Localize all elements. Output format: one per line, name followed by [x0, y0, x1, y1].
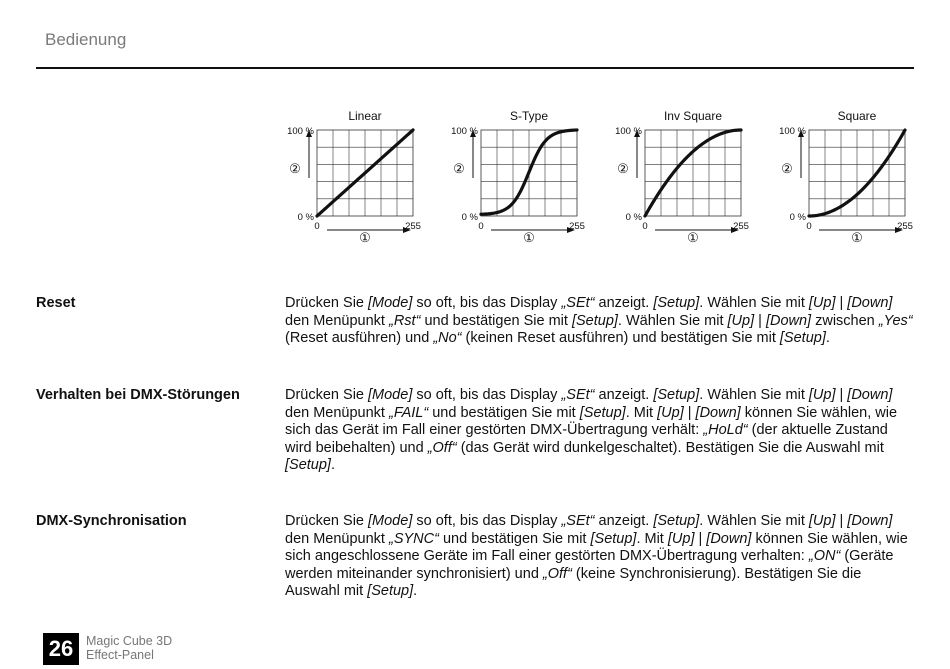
body-text: zwischen: [811, 312, 879, 329]
emphasis-text: „ON“: [808, 548, 841, 565]
body-text: können Sie wählen, wie sich angeschlossene Geräte im Fall einer gestörten DMX-Übertragung verhalten:: [285, 530, 908, 565]
emphasis-text: [Mode]: [368, 513, 413, 529]
body-text: . Mit: [625, 404, 658, 421]
body-text: den Menüpunkt: [285, 404, 389, 421]
body-text: (keinen Reset ausführen) und bestätigen Sie mit: [461, 330, 780, 347]
emphasis-text: „SYNC“: [389, 530, 439, 547]
x-max-label: 255: [569, 221, 585, 232]
emphasis-text: [Down]: [847, 513, 893, 529]
emphasis-text: [Setup]: [571, 312, 618, 329]
body-text: |: [835, 295, 848, 311]
emphasis-text: [Up]: [667, 530, 695, 547]
emphasis-text: [Setup]: [653, 295, 700, 311]
x-axis-marker: ①: [687, 230, 699, 245]
x-min-label: 0: [314, 221, 320, 232]
emphasis-text: [Setup]: [367, 583, 414, 600]
body-text: den Menüpunkt: [285, 312, 389, 329]
emphasis-text: [Setup]: [653, 513, 700, 529]
chart-title: Square: [837, 109, 877, 123]
x-max-label: 255: [405, 221, 421, 232]
body-text: so oft, bis das Display: [412, 513, 562, 529]
chart-title: Linear: [348, 109, 382, 123]
y-max-label: 100 %: [615, 126, 642, 137]
emphasis-text: [Mode]: [368, 387, 413, 403]
emphasis-text: [Up]: [808, 387, 836, 403]
body-text: |: [835, 387, 848, 403]
body-text: .: [825, 330, 830, 347]
section-body: [285, 387, 917, 475]
body-text: können Sie wählen, wie sich das Gerät im Fall einer gestörten DMX-Übertragung verhält:: [285, 404, 898, 439]
y-max-label: 100 %: [779, 126, 806, 137]
emphasis-text: „SEt“: [561, 513, 595, 529]
body-text: .: [413, 583, 418, 600]
body-text: (das Gerät wird dunkelgeschaltet). Bestätigen Sie die Auswahl mit: [456, 439, 884, 456]
x-axis-marker: ①: [851, 230, 863, 245]
emphasis-text: [Setup]: [590, 530, 637, 547]
y-min-label: 0 %: [625, 212, 642, 223]
emphasis-text: [Up]: [808, 295, 836, 311]
body-text: .: [330, 457, 335, 474]
body-text: . Wählen Sie mit: [617, 312, 728, 329]
section-body: [285, 513, 917, 601]
x-axis-marker: ①: [359, 230, 371, 245]
emphasis-text: „HoLd“: [703, 422, 748, 439]
emphasis-text: [Up]: [657, 404, 684, 421]
emphasis-text: [Down]: [847, 295, 893, 311]
page-number: 26: [43, 633, 79, 665]
y-axis-marker: ②: [289, 161, 301, 176]
emphasis-text: „Off“: [542, 565, 572, 582]
x-max-label: 255: [733, 221, 749, 232]
body-text: (Reset ausführen) und: [285, 330, 434, 347]
body-text: |: [754, 312, 766, 329]
chart-title: S-Type: [509, 109, 549, 123]
emphasis-text: „SEt“: [561, 295, 595, 311]
emphasis-text: „Rst“: [389, 312, 421, 329]
emphasis-text: „Off“: [427, 439, 457, 456]
emphasis-text: [Up]: [727, 312, 755, 329]
x-min-label: 0: [642, 221, 648, 232]
body-text: und bestätigen Sie mit: [420, 312, 572, 329]
emphasis-text: „FAIL“: [389, 404, 429, 421]
y-axis-marker: ②: [617, 161, 629, 176]
footer-product-line2: Effect-Panel: [86, 648, 154, 662]
section-title: Reset: [36, 295, 76, 311]
emphasis-text: „Yes“: [878, 312, 913, 329]
y-axis-marker: ②: [781, 161, 793, 176]
y-min-label: 0 %: [297, 212, 314, 223]
body-text: so oft, bis das Display: [412, 295, 562, 311]
body-text: . Wählen Sie mit: [699, 295, 809, 311]
dimmer-curve-charts-svg: [283, 108, 923, 248]
header-divider: [36, 67, 914, 69]
body-text: (Geräte werden miteinander synchronisiert) und: [285, 548, 894, 582]
emphasis-text: [Setup]: [653, 387, 700, 403]
body-text: Drücken Sie: [285, 387, 369, 403]
y-max-label: 100 %: [287, 126, 314, 137]
y-max-label: 100 %: [451, 126, 478, 137]
body-text: . Mit: [636, 530, 668, 547]
y-min-label: 0 %: [461, 212, 478, 223]
body-text: |: [835, 513, 848, 529]
body-text: anzeigt.: [594, 295, 654, 311]
body-text: den Menüpunkt: [285, 530, 389, 547]
section-title: DMX-Synchronisation: [36, 513, 187, 529]
body-text: und bestätigen Sie mit: [428, 404, 580, 421]
emphasis-text: [Mode]: [368, 295, 413, 311]
body-text: . Wählen Sie mit: [699, 387, 809, 403]
footer-product: [86, 634, 172, 662]
body-text: (keine Synchronisierung). Bestätigen Sie die Auswahl mit: [285, 565, 862, 600]
footer-product-line1: Magic Cube 3D: [86, 634, 173, 648]
emphasis-text: [Setup]: [579, 404, 626, 421]
x-min-label: 0: [806, 221, 812, 232]
body-text: (der aktuelle Zustand wird beibehalten) und: [285, 422, 888, 456]
y-min-label: 0 %: [789, 212, 806, 223]
body-text: Drücken Sie: [285, 513, 369, 529]
y-axis-marker: ②: [453, 161, 465, 176]
body-text: Drücken Sie: [285, 295, 369, 311]
body-text: so oft, bis das Display: [412, 387, 562, 403]
section-body: [285, 295, 917, 348]
body-text: |: [683, 404, 696, 421]
x-max-label: 255: [897, 221, 913, 232]
emphasis-text: [Setup]: [779, 330, 826, 347]
x-axis-marker: ①: [523, 230, 535, 245]
section-title: Verhalten bei DMX-Störungen: [36, 387, 240, 403]
body-text: |: [694, 530, 707, 547]
emphasis-text: [Down]: [695, 404, 741, 421]
emphasis-text: [Up]: [808, 513, 836, 529]
emphasis-text: [Setup]: [285, 457, 331, 474]
emphasis-text: [Down]: [847, 387, 893, 403]
emphasis-text: [Down]: [706, 530, 752, 547]
emphasis-text: „No“: [433, 330, 462, 347]
dimmer-curve-charts: [283, 108, 923, 248]
chart-title: Inv Square: [663, 109, 723, 123]
body-text: und bestätigen Sie mit: [438, 530, 591, 547]
page-header-title: Bedienung: [45, 30, 127, 49]
emphasis-text: [Down]: [765, 312, 812, 329]
body-text: . Wählen Sie mit: [699, 513, 809, 529]
emphasis-text: „SEt“: [561, 387, 595, 403]
body-text: anzeigt.: [594, 513, 654, 529]
x-min-label: 0: [478, 221, 484, 232]
body-text: anzeigt.: [594, 387, 654, 403]
